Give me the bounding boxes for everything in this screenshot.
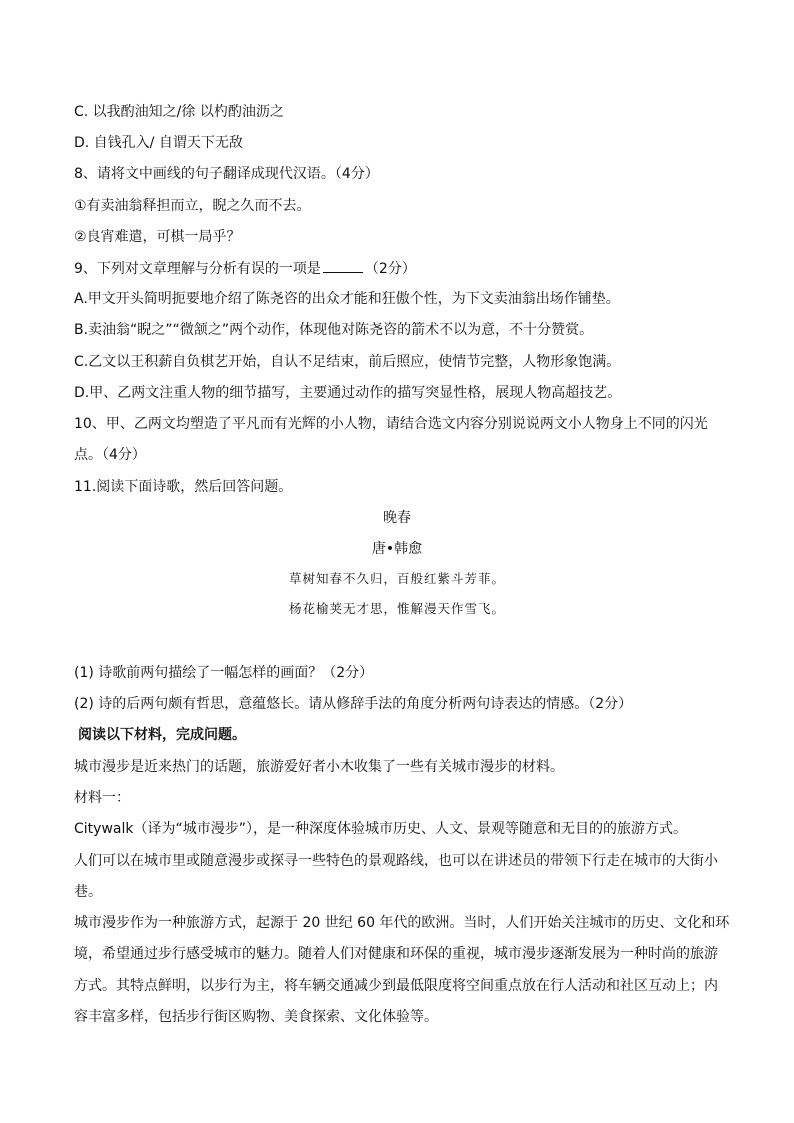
q9-option-b: B.卖油翁“睨之”“微颔之”两个动作，体现他对陈尧咨的箭术不以为意，不十分赞赏。 (74, 322, 594, 338)
question-10-line-2: 点。（4分） (74, 447, 146, 463)
q8-sentence-1: ①有卖油翁释担而立，睨之久而不去。 (74, 198, 311, 214)
question-11: 11.阅读下面诗歌，然后回答问题。 (74, 479, 293, 495)
q11-sub-question-1: (1) 诗歌前两句描绘了一幅怎样的画面？（2分） (74, 665, 374, 681)
q8-sentence-2: ②良宵难遣，可棋一局乎？ (74, 229, 241, 245)
q9-option-a: A.甲文开头简明扼要地介绍了陈尧咨的出众才能和狂傲个性，为下文卖油翁出场作铺垫。 (74, 291, 620, 307)
question-9 (74, 258, 416, 279)
material-paragraph-3-line-4: 容丰富多样，包括步行街区购物、美食探索、文化体验等。 (74, 1009, 438, 1025)
question-10-line-1: 10、甲、乙两文均塑造了平凡而有光辉的小人物，请结合选文内容分别说说两文小人物身上不同的闪光 (74, 416, 708, 432)
poem-line-1: 草树知春不久归，百般红紫斗芳菲。 (288, 571, 505, 586)
q11-sub-question-2: (2) 诗的后两句颇有哲思，意蕴悠长。请从修辞手法的角度分析两句诗表达的情感。（2分） (74, 696, 633, 712)
q9-option-c: C.乙文以王积薪自负棋艺开始，自认不足结束，前后照应，使情节完整，人物形象饱满。 (74, 354, 621, 370)
poem-line-2: 杨花榆荚无才思，惟解漫天作雪飞。 (288, 601, 505, 616)
material-paragraph-2-line-2: 巷。 (74, 884, 102, 900)
material-label: 材料一： (74, 790, 130, 806)
material-paragraph-3-line-1: 城市漫步作为一种旅游方式，起源于 20 世纪 60 年代的欧洲。当时，人们开始关注城市的历史、文化和环 (74, 915, 730, 931)
material-paragraph-3-line-2: 境，希望通过步行感受城市的魅力。随着人们对健康和环保的重视，城市漫步逐渐发展为一种时尚的旅游 (74, 946, 718, 962)
option-c: C. 以我酌油知之/徐 以杓酌油沥之 (74, 104, 284, 120)
question-8: 8、请将文中画线的句子翻译成现代汉语。（4分） (74, 166, 379, 182)
option-d: D. 自钱孔入/ 自谓天下无敌 (74, 135, 243, 151)
poem-title: 晚春 (383, 510, 411, 526)
material-paragraph-1: Citywalk（译为“城市漫步”），是一种深度体验城市历史、人文、景观等随意和无目的的旅游方式。 (74, 821, 687, 837)
material-paragraph-2-line-1: 人们可以在城市里或随意漫步或探寻一些特色的景观路线，也可以在讲述员的带领下行走在城市的大街小 (74, 853, 718, 869)
q9-option-d: D.甲、乙两文注重人物的细节描写，主要通过动作的描写突显性格，展现人物高超技艺。 (74, 385, 622, 401)
reading-intro: 城市漫步是近来热门的话题，旅游爱好者小木收集了一些有关城市漫步的材料。 (74, 759, 564, 775)
q9-points: （2分） (364, 261, 416, 277)
poem-author: 唐•韩愈 (371, 541, 423, 557)
reading-heading: 阅读以下材料，完成问题。 (78, 727, 246, 743)
material-paragraph-3-line-3: 方式。其特点鲜明，以步行为主，将车辆交通减少到最低限度将空间重点放在行人活动和社区互动上；内 (74, 978, 718, 994)
q9-stem: 9、下列对文章理解与分析有误的一项是 (74, 261, 321, 277)
answer-blank (323, 258, 363, 273)
